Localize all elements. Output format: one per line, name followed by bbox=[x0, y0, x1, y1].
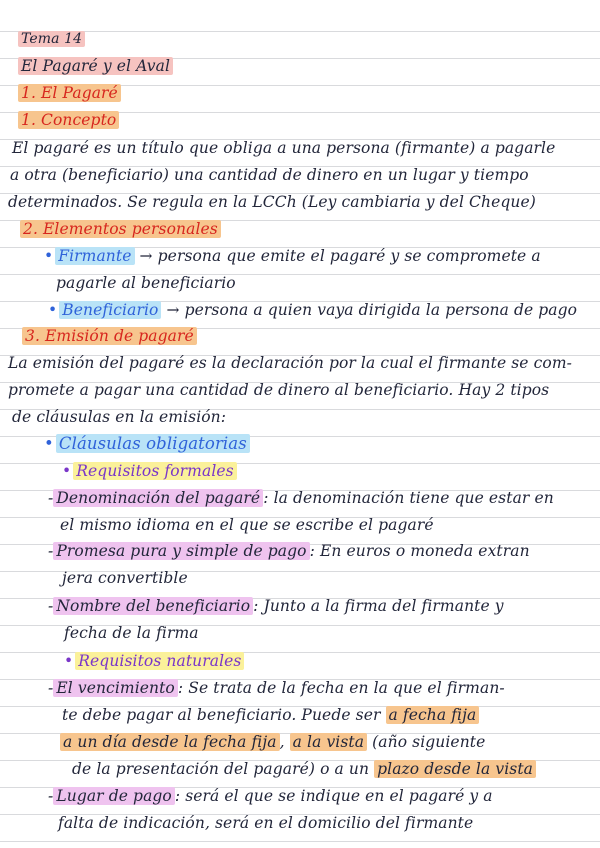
denominacion-line bbox=[48, 488, 554, 508]
concepto-heading-text: 1. Concepto bbox=[18, 111, 119, 129]
promesa-line-2: jera convertible bbox=[62, 569, 188, 587]
elementos-heading bbox=[20, 219, 221, 239]
firmante-term: Firmante bbox=[55, 247, 134, 265]
section-heading-pagare bbox=[18, 83, 121, 103]
dash-icon: - bbox=[48, 597, 54, 615]
dash-icon: - bbox=[48, 679, 54, 697]
denominacion-definition: : la denominación tiene que estar en bbox=[263, 489, 554, 507]
concepto-line-2: a otra (beneficiario) una cantidad de dinero en un lugar y tiempo bbox=[10, 166, 529, 184]
bullet-icon: • bbox=[48, 301, 58, 319]
lugar-term: Lugar de pago bbox=[53, 787, 175, 805]
nombre-line-2: fecha de la firma bbox=[64, 624, 199, 642]
beneficiario-line bbox=[48, 300, 577, 320]
vencimiento-line-4 bbox=[72, 759, 536, 779]
denominacion-line-2: el mismo idioma en el que se escribe el pagaré bbox=[60, 516, 434, 534]
formales-heading: Requisitos formales bbox=[73, 462, 236, 480]
formales-line bbox=[62, 461, 237, 481]
tema-highlight: Tema 14 bbox=[18, 31, 85, 47]
firmante-definition: → persona que emite el pagaré y se compromete a bbox=[139, 247, 541, 265]
beneficiario-term: Beneficiario bbox=[59, 301, 161, 319]
bullet-icon: • bbox=[62, 462, 72, 480]
promesa-line bbox=[48, 541, 530, 561]
emision-heading-text: 3. Emisión de pagaré bbox=[22, 327, 197, 345]
plazo-desde-vista-highlight: plazo desde la vista bbox=[374, 760, 536, 778]
tema-label bbox=[18, 29, 85, 49]
section-heading-pagare-text: 1. El Pagaré bbox=[18, 84, 121, 102]
concepto-heading bbox=[18, 110, 119, 130]
dash-icon: - bbox=[48, 489, 54, 507]
firmante-line bbox=[44, 246, 541, 266]
lugar-line bbox=[48, 786, 493, 806]
emision-line-1: La emisión del pagaré es la declaración por la cual el firmante se com- bbox=[8, 354, 572, 372]
concepto-line-3: determinados. Se regula en la LCCh (Ley cambiaria y del Cheque) bbox=[8, 193, 536, 211]
a-la-vista-highlight: a la vista bbox=[290, 733, 367, 751]
nombre-line bbox=[48, 596, 504, 616]
vencimiento-line-2 bbox=[62, 705, 479, 725]
bullet-icon: • bbox=[44, 247, 54, 265]
dash-icon: - bbox=[48, 542, 54, 560]
presentacion-text: de la presentación del pagaré) o a un bbox=[72, 760, 370, 778]
promesa-definition: : En euros o moneda extran bbox=[309, 542, 530, 560]
lugar-definition: : será el que se indique en el pagaré y a bbox=[174, 787, 493, 805]
bullet-icon: • bbox=[44, 434, 54, 453]
vencimiento-line-2-text: te debe pagar al beneficiario. Puede ser bbox=[62, 706, 381, 724]
nombre-term: Nombre del beneficiario bbox=[53, 597, 253, 615]
clausulas-heading: Cláusulas obligatorias bbox=[56, 434, 250, 453]
emision-line-2: promete a pagar una cantidad de dinero al beneficiario. Hay 2 tipos bbox=[8, 381, 550, 399]
bullet-icon: • bbox=[64, 652, 74, 670]
title-highlight: El Pagaré y el Aval bbox=[18, 57, 173, 75]
vencimiento-definition: : Se trata de la fecha en la que el firman- bbox=[177, 679, 505, 697]
beneficiario-definition: → persona a quien vaya dirigida la persona de pago bbox=[166, 301, 578, 319]
naturales-heading: Requisitos naturales bbox=[75, 652, 244, 670]
firmante-line-2: pagarle al beneficiario bbox=[56, 274, 236, 292]
emision-line-3: de cláusulas en la emisión: bbox=[12, 408, 227, 426]
a-fecha-fija-highlight: a fecha fija bbox=[386, 706, 480, 724]
dia-desde-fecha-highlight: a un día desde la fecha fija bbox=[60, 733, 280, 751]
emision-heading bbox=[22, 326, 197, 346]
vencimiento-term: El vencimiento bbox=[53, 679, 178, 697]
separator-comma: , bbox=[279, 733, 285, 751]
page-title bbox=[18, 56, 173, 76]
promesa-term: Promesa pura y simple de pago bbox=[53, 542, 309, 560]
clausulas-line bbox=[44, 434, 250, 454]
vencimiento-line bbox=[48, 678, 505, 698]
lugar-line-2: falta de indicación, será en el domicilio del firmante bbox=[58, 814, 474, 832]
nombre-definition: : Junto a la firma del firmante y bbox=[253, 597, 504, 615]
vencimiento-line-3 bbox=[60, 732, 485, 752]
elementos-heading-text: 2. Elementos personales bbox=[20, 220, 221, 238]
dash-icon: - bbox=[48, 787, 54, 805]
concepto-line-1: El pagaré es un título que obliga a una persona (firmante) a pagarle bbox=[12, 139, 556, 157]
ano-siguiente-text: (año siguiente bbox=[372, 733, 486, 751]
naturales-line bbox=[64, 651, 244, 671]
denominacion-term: Denominación del pagaré bbox=[53, 489, 263, 507]
